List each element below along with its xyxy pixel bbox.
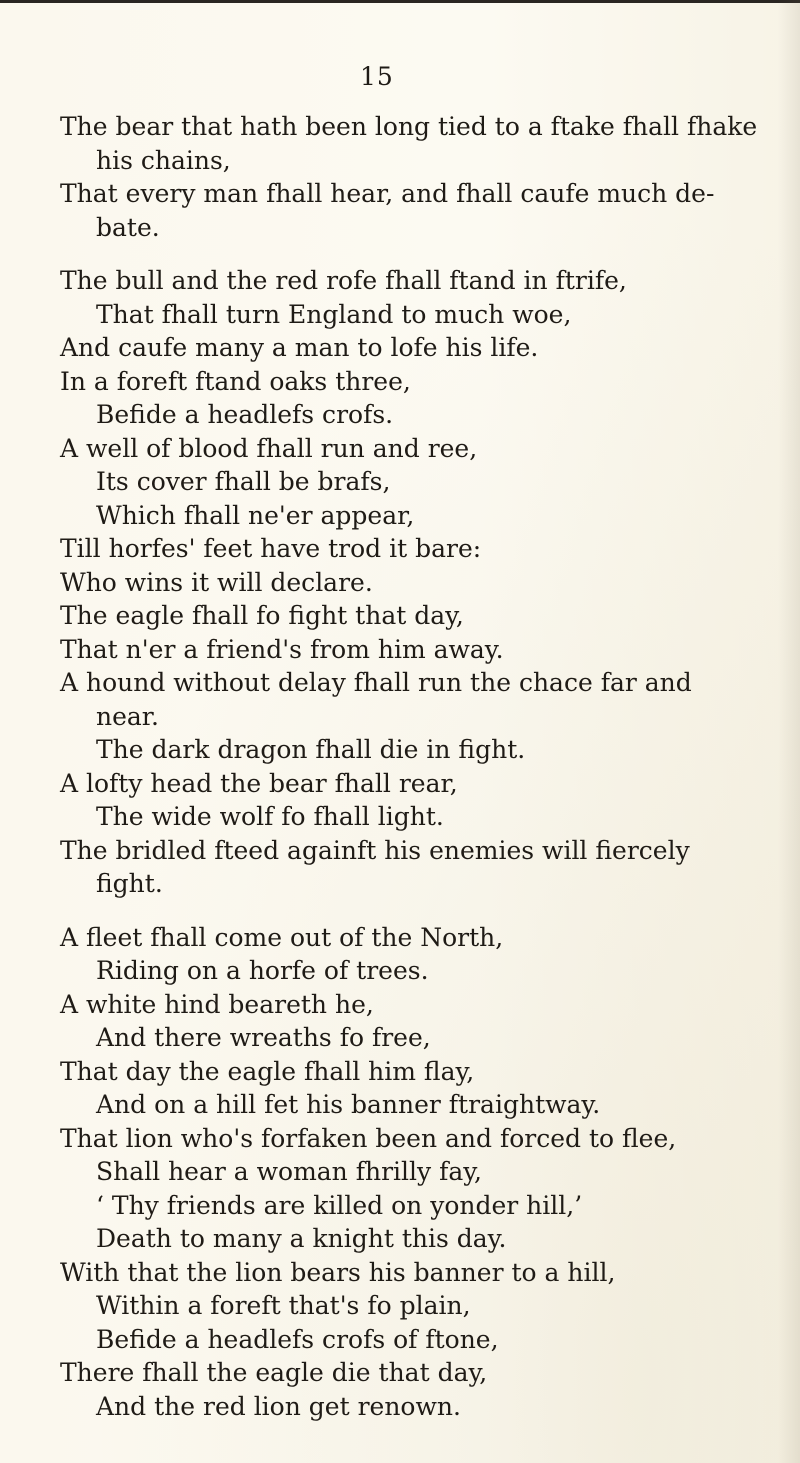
poem-line: That every man fhall hear, and fhall caufe much de- [60, 179, 715, 208]
poem-line: Riding on a horfe of trees. [96, 956, 429, 985]
poem-line: And caufe many a man to lofe his life. [60, 333, 539, 362]
poem-line: And on a hill fet his banner ftraightway. [96, 1090, 601, 1119]
poem-line: bate. [96, 212, 160, 242]
poem-line: That day the eagle fhall him flay, [60, 1056, 475, 1086]
poem-line: Befide a headlefs crofs. [96, 400, 394, 429]
poem-line: Shall hear a woman fhrilly fay, [96, 1157, 482, 1186]
page-number: 15 [360, 62, 394, 91]
poem-line: The bull and the red rofe fhall ftand in ftrife, [60, 266, 627, 295]
poem-line: The wide wolf fo fhall light. [96, 802, 444, 831]
poem-line: A hound without delay fhall run the chace far and [60, 668, 692, 697]
stanza-gap [60, 901, 750, 921]
poem-line: That n'er a friend's from him away. [60, 634, 504, 664]
poem-line: Till horfes' feet have trod it bare: [60, 534, 482, 563]
poem-line: Its cover fhall be brafs, [96, 467, 391, 496]
poem-line: The bridled fteed againft his enemies will fiercely [60, 835, 690, 865]
stanza [60, 110, 758, 244]
poem-line: fight. [96, 869, 163, 898]
poem-line: The eagle fhall fo fight that day, [60, 601, 464, 630]
poem-line: A lofty head the bear fhall rear, [60, 768, 458, 798]
stanza [60, 921, 750, 1424]
poem-line: With that the lion bears his banner to a hill, [60, 1257, 616, 1287]
poem-line: Who wins it will declare. [60, 567, 373, 597]
poem-line: The dark dragon fhall die in fight. [96, 735, 526, 764]
poem-line: his chains, [96, 145, 231, 175]
poem-line: The bear that hath been long tied to a ftake fhall fhake [60, 112, 758, 141]
poem-line: Death to many a knight this day. [96, 1224, 507, 1253]
poem-line: Within a foreft that's fo plain, [96, 1291, 471, 1320]
page-edge-shadow [778, 0, 800, 1463]
poem-line: And there wreaths fo free, [96, 1023, 431, 1052]
poem-text [60, 110, 758, 1423]
poem-line: There fhall the eagle die that day, [60, 1358, 488, 1387]
poem-line: A well of blood fhall run and ree, [60, 433, 478, 463]
poem-line: ‘ Thy friends are killed on yonder hill,’ [96, 1190, 583, 1220]
poem-line: That fhall turn England to much woe, [96, 299, 572, 329]
poem-line: Befide a headlefs crofs of ftone, [96, 1324, 499, 1354]
top-edge-rule [0, 0, 800, 3]
stanza-gap [60, 244, 750, 264]
poem-line: And the red lion get renown. [96, 1391, 461, 1421]
poem-line: A white hind beareth he, [60, 989, 374, 1019]
poem-line: near. [96, 701, 159, 731]
poem-line: Which fhall ne'er appear, [96, 500, 415, 530]
poem-line: A fleet fhall come out of the North, [60, 922, 504, 952]
poem-line: In a foreft ftand oaks three, [60, 366, 411, 396]
stanza [60, 264, 750, 901]
poem-line: That lion who's forfaken been and forced to flee, [60, 1123, 677, 1153]
